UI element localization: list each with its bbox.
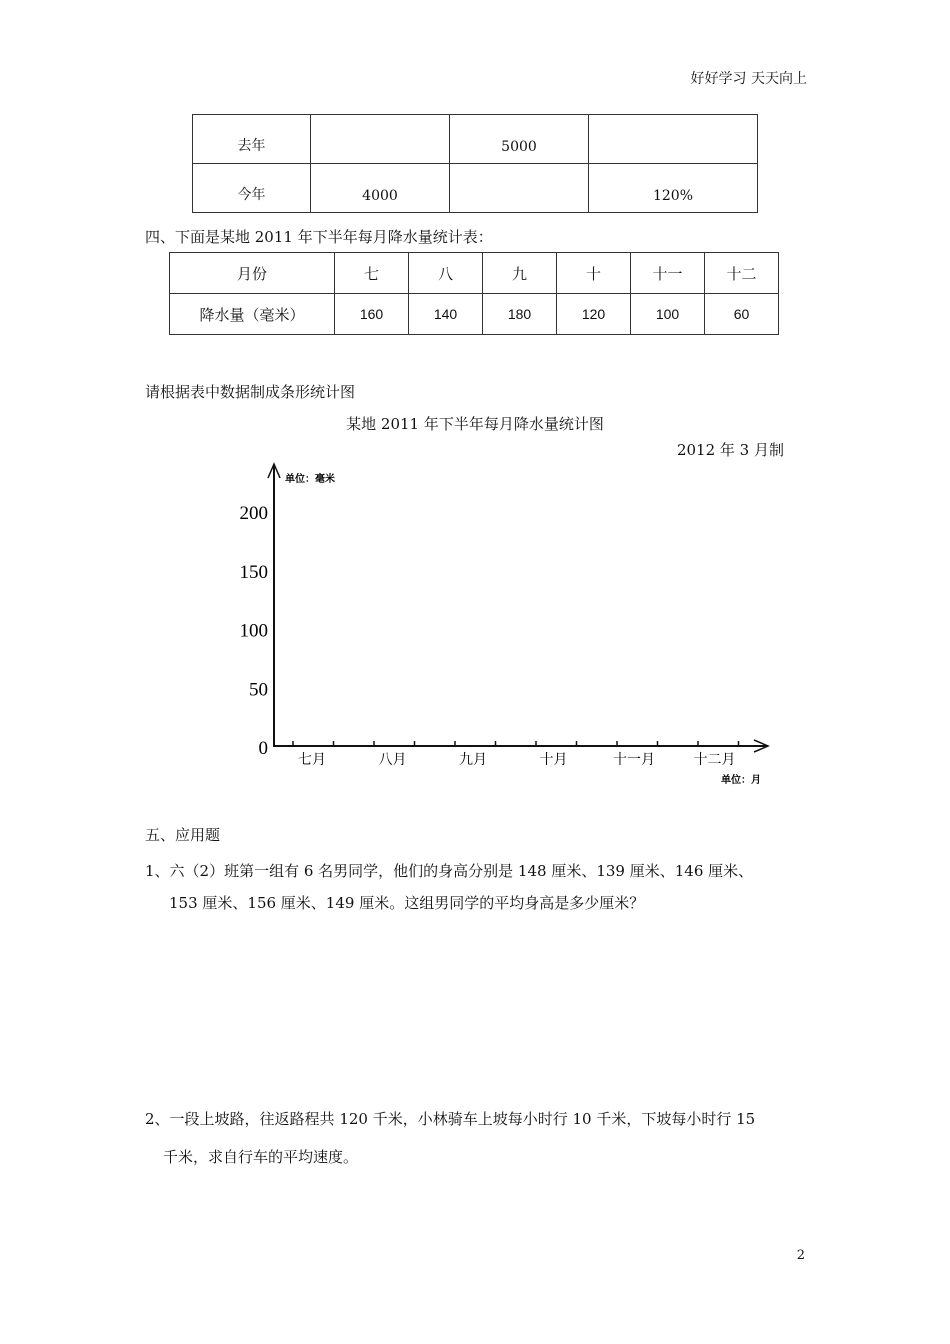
table-cell: 七	[335, 253, 409, 294]
table-cell: 去年	[193, 115, 311, 164]
y-tick-label: 150	[239, 561, 268, 583]
question2-line1: 2、一段上坡路，往返路程共 120 千米，小林骑车上坡每小时行 10 千米，下坡每小时行 15	[145, 1110, 756, 1128]
table-cell: 120	[557, 294, 631, 335]
x-tick-label: 八月	[378, 752, 407, 768]
table-cell: 60	[705, 294, 779, 335]
x-axis-unit-label: 单位：月	[721, 775, 761, 786]
x-tick-label: 十月	[539, 752, 568, 768]
table-cell: 160	[335, 294, 409, 335]
chart-instruction: 请根据表中数据制成条形统计图	[145, 383, 356, 401]
question2-line2: 千米，求自行车的平均速度。	[163, 1148, 359, 1166]
y-tick-label: 0	[258, 738, 268, 759]
x-tick-label: 十一月	[613, 752, 655, 768]
question1-line1: 1、六（2）班第一组有 6 名男同学，他们的身高分别是 148 厘米、139 厘米、146 厘米、	[145, 862, 754, 880]
table-header-cell: 降水量（毫米）	[170, 294, 335, 335]
table-cell: 今年	[193, 164, 311, 213]
table-cell: 120%	[589, 164, 758, 213]
y-tick-label: 200	[239, 503, 268, 524]
page-number: 2	[796, 1248, 805, 1263]
table-cell: 180	[483, 294, 557, 335]
table-header-cell: 月份	[170, 253, 335, 294]
table-cell: 100	[631, 294, 705, 335]
table-cell: 十二	[705, 253, 779, 294]
table-cell: 十一	[631, 253, 705, 294]
table-cell: 九	[483, 253, 557, 294]
chart-subtitle: 2012 年 3 月制	[676, 441, 784, 459]
question1-line2: 153 厘米、156 厘米、149 厘米。这组男同学的平均身高是多少厘米？	[169, 894, 645, 912]
y-axis-unit-label: 单位：毫米	[285, 474, 335, 485]
table-cell: 十	[557, 253, 631, 294]
section4-intro: 四、下面是某地 2011 年下半年每月降水量统计表：	[145, 228, 493, 246]
table-cell: 八	[409, 253, 483, 294]
table-cell: 140	[409, 294, 483, 335]
y-tick-label: 100	[239, 620, 268, 642]
x-tick-label: 九月	[459, 752, 487, 768]
y-tick-label: 50	[249, 679, 268, 701]
chart-title: 某地 2011 年下半年每月降水量统计图	[346, 415, 604, 433]
x-tick-label: 十二月	[693, 752, 736, 768]
section5-title: 五、应用题	[145, 826, 221, 844]
page-header: 好好学习 天天向上	[690, 71, 807, 87]
table-cell: 5000	[450, 115, 589, 164]
table-cell: 4000	[311, 164, 450, 213]
x-tick-label: 七月	[298, 752, 326, 768]
